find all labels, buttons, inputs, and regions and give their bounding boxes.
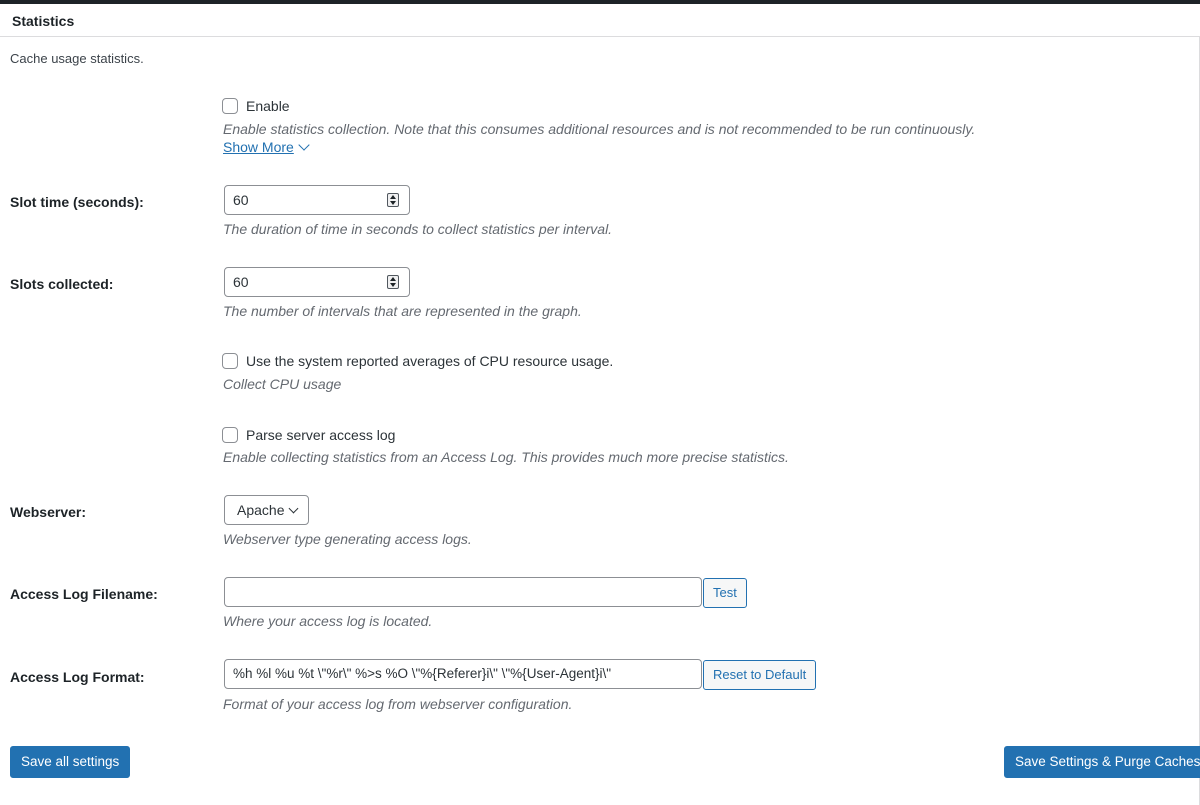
webserver-selected: Apache <box>237 502 285 518</box>
reset-to-default-button[interactable]: Reset to Default <box>703 660 816 690</box>
parse-access-log-label: Parse server access log <box>246 427 396 443</box>
test-button[interactable]: Test <box>703 578 747 608</box>
access-log-filename-label: Access Log Filename: <box>10 586 158 602</box>
access-log-format-value: %h %l %u %t \"%r\" %>s %O \"%{Referer}i\" \"%{User-Agent}i\" <box>233 666 612 681</box>
cpu-label: Use the system reported averages of CPU resource usage. <box>246 353 614 369</box>
webserver-select[interactable] <box>224 495 309 525</box>
slots-collected-input[interactable] <box>224 267 410 297</box>
enable-hint: Enable statistics collection. Note that this consumes additional resources and is not recommended to be run continuously. <box>223 121 976 137</box>
spinner-icon[interactable] <box>387 275 399 289</box>
enable-checkbox[interactable] <box>222 98 238 114</box>
parse-access-log-hint: Enable collecting statistics from an Access Log. This provides much more precise statistics. <box>223 449 789 465</box>
access-log-filename-input[interactable] <box>224 577 702 607</box>
access-log-format-hint: Format of your access log from webserver configuration. <box>223 696 573 712</box>
enable-label: Enable <box>246 98 290 114</box>
spinner-icon[interactable] <box>387 193 399 207</box>
cpu-checkbox[interactable] <box>222 353 238 369</box>
webserver-hint: Webserver type generating access logs. <box>223 531 472 547</box>
slot-time-hint: The duration of time in seconds to collect statistics per interval. <box>223 221 613 237</box>
slots-collected-hint: The number of intervals that are represented in the graph. <box>223 303 582 319</box>
access-log-format-input[interactable] <box>224 659 702 689</box>
show-more-label: Show More <box>223 139 294 155</box>
save-purge-caches-button[interactable]: Save Settings & Purge Caches <box>1004 746 1200 778</box>
slot-time-value: 60 <box>233 192 249 208</box>
cpu-row[interactable] <box>222 353 613 369</box>
access-log-filename-hint: Where your access log is located. <box>223 613 433 629</box>
parse-access-log-checkbox[interactable] <box>222 427 238 443</box>
save-all-settings-button[interactable]: Save all settings <box>10 746 130 778</box>
access-log-format-label: Access Log Format: <box>10 669 145 685</box>
webserver-label: Webserver: <box>10 504 87 520</box>
enable-row[interactable] <box>222 98 290 114</box>
panel-description: Cache usage statistics. <box>10 51 144 66</box>
slot-time-label: Slot time (seconds): <box>10 194 144 210</box>
slots-collected-value: 60 <box>233 274 249 290</box>
panel-title: Statistics <box>0 4 1200 37</box>
parse-access-log-row[interactable] <box>222 427 395 443</box>
cpu-hint: Collect CPU usage <box>223 376 342 392</box>
chevron-down-icon <box>298 139 309 150</box>
slots-collected-label: Slots collected: <box>10 276 114 292</box>
show-more-link[interactable] <box>223 139 308 155</box>
slot-time-input[interactable] <box>224 185 410 215</box>
chevron-down-icon <box>289 504 299 514</box>
